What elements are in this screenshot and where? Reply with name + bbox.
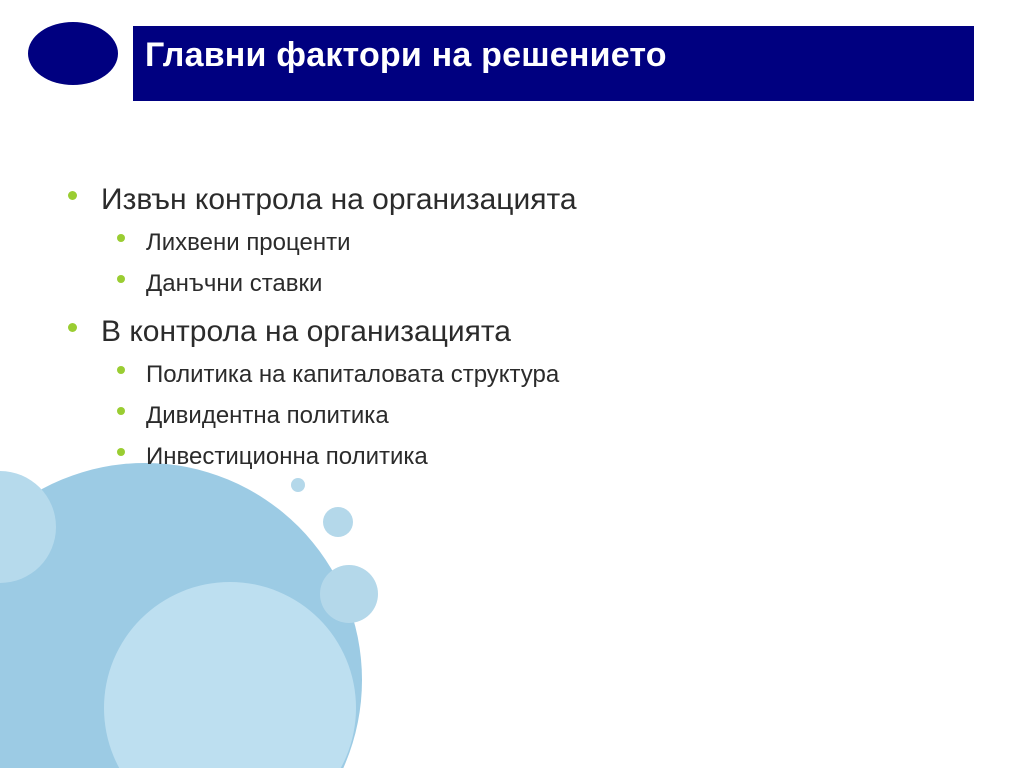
- bullet-dot: [117, 366, 125, 374]
- sub-bullet-item: [64, 263, 964, 304]
- sub-bullet-text: Дивидентна политика: [146, 402, 389, 429]
- bullet-dot: [117, 448, 125, 456]
- sub-bullet-item: [64, 222, 964, 263]
- bullet-item: [64, 310, 964, 354]
- title-bar: [133, 26, 974, 101]
- sub-bullet-text: Политика на капиталовата структура: [146, 361, 560, 388]
- sub-bullet-item: [64, 395, 964, 436]
- sub-bullet-text: Лихвени проценти: [146, 229, 351, 256]
- slide-title: Главни фактори на решението: [145, 36, 667, 74]
- bullet-dot: [68, 323, 77, 332]
- sub-bullet-item: [64, 436, 964, 477]
- bullet-text: Извън контрола на организацията: [101, 183, 577, 216]
- small-dot-circle: [291, 478, 305, 492]
- sub-bullet-text: Данъчни ставки: [146, 270, 323, 297]
- bullet-item: [64, 178, 964, 222]
- medium-circle: [320, 565, 378, 623]
- bullet-text: В контрола на организацията: [101, 315, 511, 348]
- title-oval: [28, 22, 118, 85]
- bullet-dot: [117, 407, 125, 415]
- bullet-dot: [117, 234, 125, 242]
- bullet-dot: [117, 275, 125, 283]
- sub-bullet-text: Инвестиционна политика: [146, 443, 428, 470]
- small-circle: [323, 507, 353, 537]
- sub-bullet-item: [64, 354, 964, 395]
- bullet-list: [64, 176, 964, 477]
- bullet-dot: [68, 191, 77, 200]
